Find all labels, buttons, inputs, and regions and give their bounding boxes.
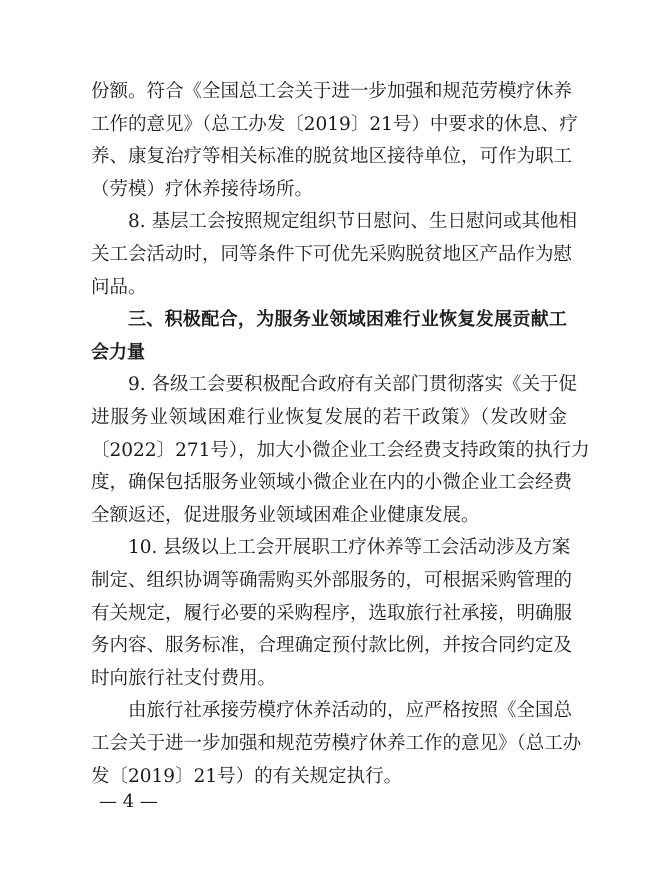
- text-line: 发〔2019〕21号）的有关规定执行。: [91, 765, 403, 787]
- text-line: 9. 各级工会要积极配合政府有关部门贯彻落实《关于促: [128, 374, 578, 396]
- text-line: 份额。符合《全国总工会关于进一步加强和规范劳模疗休养: [91, 81, 573, 102]
- text-line: （劳模）疗休养接待场所。: [91, 178, 314, 200]
- text-line: 〔2022〕271号），加大小微企业工会经费支持政策的执行力: [91, 439, 590, 461]
- section-heading: 会力量: [91, 341, 145, 363]
- text-line: 关工会活动时，同等条件下可优先采购脱贫地区产品作为慰: [91, 244, 573, 265]
- text-line: 10. 县级以上工会开展职工疗休养等工会活动涉及方案: [128, 537, 571, 559]
- text-line: 工会关于进一步加强和规范劳模疗休养工作的意见》（总工办: [91, 733, 582, 754]
- text-line: 制定、组织协调等确需购买外部服务的，可根据采购管理的: [91, 570, 573, 591]
- text-line: 进服务业领域困难行业恢复发展的若干政策》（发改财金: [91, 407, 567, 428]
- text-line: 问品。: [91, 276, 147, 298]
- text-line: 务内容、服务标准，合理确定预付款比例，并按合同约定及: [91, 635, 573, 657]
- text-line: 有关规定，履行必要的采购程序，选取旅行社承接，明确服: [91, 602, 573, 624]
- text-line: 8. 基层工会按照规定组织节日慰问、生日慰问或其他相: [128, 211, 578, 233]
- text-line: 工作的意见》（总工办发〔2019〕21号）中要求的休息、疗: [91, 113, 578, 135]
- page-number: — 4 —: [99, 791, 158, 812]
- text-line: 全额返还，促进服务业领域困难企业健康发展。: [91, 504, 480, 526]
- text-line: 养、康复治疗等相关标准的脱贫地区接待单位，可作为职工: [91, 146, 573, 168]
- section-heading: 三、积极配合，为服务业领域困难行业恢复发展贡献工: [128, 309, 567, 331]
- text-line: 度，确保包括服务业领域小微企业在内的小微企业工会经费: [91, 472, 573, 494]
- text-line: 由旅行社承接劳模疗休养活动的，应严格按照《全国总: [128, 700, 573, 722]
- text-line: 时向旅行社支付费用。: [91, 667, 277, 689]
